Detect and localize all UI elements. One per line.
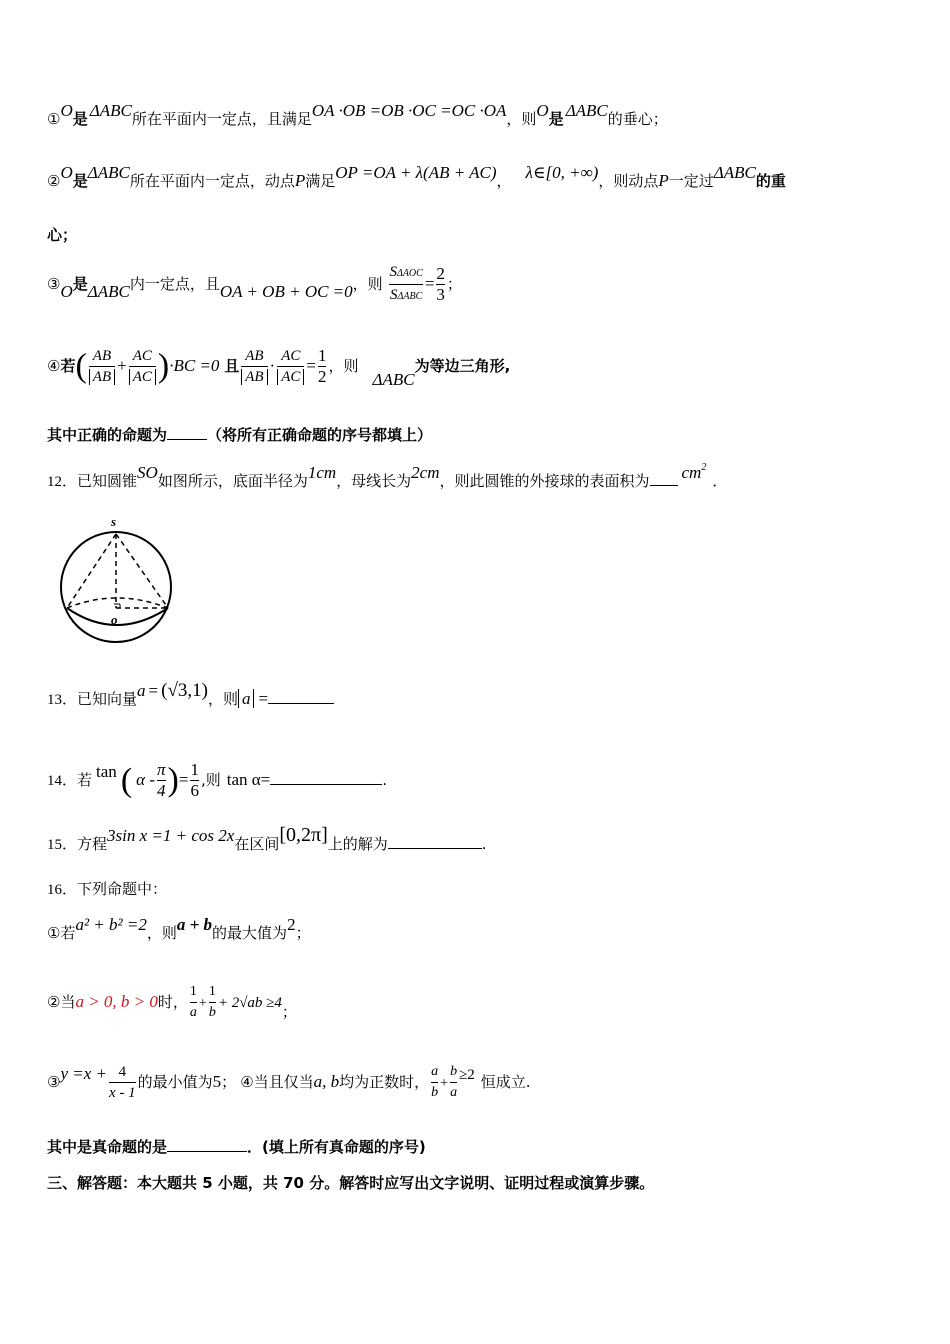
- text: ，则此圆锥的外接球的表面积为: [439, 472, 650, 490]
- paren: (: [120, 761, 133, 799]
- text: ，则: [506, 110, 537, 128]
- text: 时，: [157, 993, 188, 1011]
- text: 心；: [47, 226, 78, 244]
- math: a, b: [313, 1072, 340, 1091]
- text: 若: [77, 771, 93, 789]
- paren: ): [157, 347, 170, 385]
- math: 1: [317, 346, 327, 365]
- statement-4: [47, 346, 510, 387]
- unit-vector-ac: [277, 346, 304, 387]
- marker: ①若: [47, 924, 76, 942]
- question-16-item-3: [47, 1062, 531, 1103]
- math: ΔABC: [372, 370, 415, 389]
- answer-blank[interactable]: [650, 471, 678, 486]
- section-3-heading: [47, 1172, 654, 1194]
- math: 2: [701, 462, 707, 473]
- math: 2: [317, 367, 327, 386]
- math: 2: [287, 915, 296, 934]
- math: 5: [212, 1072, 222, 1091]
- math: + 2√ab ≥4: [217, 995, 282, 1011]
- text: .: [382, 771, 388, 789]
- text: ；: [221, 1073, 237, 1091]
- text: ，母线长为: [336, 472, 412, 490]
- math: =: [258, 689, 269, 708]
- text: ④当且仅当: [240, 1073, 314, 1091]
- math: a² + b² =2: [75, 915, 147, 934]
- math: AB: [89, 369, 115, 385]
- question-15: [47, 824, 487, 856]
- math: =: [178, 770, 189, 789]
- math: 3sin x =1 + cos 2x: [107, 826, 235, 845]
- unit-vector-ab: [89, 346, 115, 387]
- text: 为等边三角形,: [414, 357, 511, 375]
- math: =: [306, 356, 316, 375]
- answer-blank[interactable]: [167, 425, 207, 440]
- math: 3: [436, 285, 445, 304]
- marker: ②: [47, 172, 61, 190]
- text: 内一定点，且: [129, 275, 220, 293]
- question-12: [47, 462, 728, 495]
- math: =: [148, 681, 159, 700]
- statement-2: [47, 163, 786, 192]
- text: 的重: [755, 172, 786, 190]
- question-16-item-2: [47, 982, 297, 1023]
- math: 2: [436, 264, 445, 283]
- text: ．(填上所有真命题的序号): [247, 1138, 426, 1156]
- text: ，: [496, 172, 512, 190]
- math: 1cm: [307, 463, 337, 482]
- question-number: 13．: [47, 692, 78, 708]
- math: a: [190, 1002, 197, 1023]
- math: a: [431, 1064, 439, 1079]
- text: ，则: [207, 690, 238, 708]
- text: 已知向量: [77, 690, 138, 708]
- b-over-a: [450, 1062, 457, 1103]
- question-16: [47, 878, 167, 901]
- text: （将所有正确命题的序号都填上）: [207, 426, 433, 444]
- question-number: 16．: [47, 882, 78, 898]
- text: 若: [60, 357, 76, 375]
- text: ，则: [146, 924, 177, 942]
- math: cm: [681, 463, 702, 482]
- marker: ④: [47, 357, 61, 375]
- text: 如图所示，底面半径为: [157, 472, 308, 490]
- math: OP =OA + λ(AB + AC): [335, 163, 497, 182]
- math: 4: [157, 781, 166, 800]
- area-ratio-fraction: [389, 262, 422, 307]
- text: ,则: [200, 771, 221, 789]
- unit-vector-ac: [129, 346, 156, 387]
- one-over-b: [209, 982, 216, 1023]
- text: ，则: [328, 357, 359, 375]
- text: 所在平面内一定点，动点: [129, 172, 295, 190]
- statement-2-cont: [47, 224, 77, 246]
- math: SO: [137, 463, 158, 482]
- cone-sphere-figure: [58, 512, 178, 647]
- math: P: [294, 171, 306, 190]
- math: S: [390, 287, 398, 303]
- answer-blank[interactable]: [167, 1137, 247, 1152]
- text: 在区间: [234, 835, 280, 853]
- math: AC: [132, 348, 152, 364]
- text: 的最小值为: [137, 1073, 213, 1091]
- q11-footer: [47, 424, 432, 446]
- one-sixth: [190, 760, 199, 801]
- math: O: [60, 163, 73, 182]
- marker: ②当: [47, 993, 76, 1011]
- answer-blank[interactable]: [268, 689, 334, 704]
- question-13: [47, 680, 334, 711]
- math: ΔABC: [565, 101, 608, 120]
- math: a: [137, 681, 146, 700]
- text: 满足: [305, 172, 336, 190]
- text: ；: [295, 924, 311, 942]
- four-over-x-minus-1: [109, 1062, 136, 1103]
- one-over-a: [190, 982, 197, 1023]
- math: AB: [245, 348, 264, 364]
- math: 6: [190, 781, 199, 800]
- math: OA ·OB =OB ·OC =OC ·OA: [311, 101, 507, 120]
- math: S: [389, 264, 397, 280]
- math: AC: [281, 348, 301, 364]
- text: 已知圆锥: [77, 472, 138, 490]
- unit-vector-ab: [241, 346, 267, 387]
- math: b: [450, 1064, 458, 1079]
- math: [0,2π]: [279, 824, 328, 846]
- o-label: o: [111, 612, 118, 627]
- math: 1: [190, 760, 199, 779]
- text: 其中是真命题的是: [47, 1138, 168, 1156]
- math: 4: [118, 1064, 127, 1080]
- math: ΔABC: [87, 282, 130, 301]
- a-over-b: [431, 1062, 438, 1103]
- math: x - 1: [109, 1082, 136, 1103]
- text: 是: [72, 275, 88, 293]
- math: O: [60, 282, 73, 301]
- paren: (: [75, 347, 87, 385]
- math: (√3,1): [161, 680, 208, 701]
- math: 2cm: [411, 463, 440, 482]
- marker: ③: [47, 1073, 61, 1091]
- text: 下列命题中：: [77, 880, 168, 898]
- math: AB: [92, 348, 112, 364]
- math: +: [440, 1076, 449, 1091]
- math: +: [117, 356, 127, 375]
- math: ≥2: [459, 1067, 475, 1083]
- text: 且: [224, 357, 240, 375]
- text: 三、解答题：本大题共 5 小题，共 70 分。解答时应写出文字说明、证明过程或演算步骤。: [47, 1174, 655, 1192]
- question-number: 15．: [47, 837, 78, 853]
- math: ΔABC: [87, 163, 130, 182]
- math: AC: [129, 369, 156, 385]
- marker: ①: [47, 110, 61, 128]
- question-14: [47, 760, 387, 801]
- answer-blank[interactable]: [388, 834, 482, 849]
- text: 恒成立.: [480, 1073, 531, 1091]
- math: O: [60, 101, 73, 120]
- text: ，则动点: [598, 172, 659, 190]
- two-thirds: [436, 264, 445, 305]
- math: 1: [208, 984, 216, 999]
- math: b: [431, 1082, 438, 1103]
- math: =: [260, 770, 271, 789]
- math: AC: [277, 369, 304, 385]
- text: 的垂心；: [607, 110, 668, 128]
- math: AB: [241, 369, 267, 385]
- text: ．: [712, 472, 728, 490]
- text: ；: [446, 275, 462, 293]
- math: ·BC =0: [169, 356, 220, 375]
- text: 是: [72, 172, 88, 190]
- statement-1: [47, 101, 668, 130]
- math: OA + OB + OC =0: [219, 282, 353, 301]
- math: y =x +: [60, 1064, 107, 1083]
- math: ·: [269, 356, 276, 375]
- text: 的最大值为: [212, 924, 288, 942]
- marker: ③: [47, 275, 61, 293]
- text: ；: [281, 1003, 297, 1021]
- statement-3: [47, 262, 462, 307]
- question-number: 14．: [47, 773, 78, 789]
- math: 1: [189, 984, 197, 999]
- text: 其中正确的命题为: [47, 426, 168, 444]
- math: ΔABC: [713, 163, 756, 182]
- one-half: [318, 346, 327, 387]
- math: λ∈[0, +∞): [525, 163, 599, 182]
- math: α -: [136, 770, 155, 789]
- pi-over-4: [157, 760, 166, 801]
- math: a: [450, 1082, 457, 1103]
- text: 是: [548, 110, 564, 128]
- math: a > 0, b > 0: [75, 992, 158, 1011]
- question-16-item-1: [47, 915, 311, 944]
- math: O: [536, 101, 549, 120]
- paren: ): [167, 761, 179, 799]
- text: 一定过: [668, 172, 714, 190]
- text: 方程: [77, 835, 108, 853]
- text: ，则: [352, 275, 383, 293]
- math: a + b: [176, 915, 213, 934]
- math: tan: [96, 762, 117, 781]
- text: 上的解为: [327, 835, 388, 853]
- answer-blank[interactable]: [270, 770, 382, 785]
- text: 所在平面内一定点，且满足: [131, 110, 312, 128]
- math: π: [156, 760, 166, 779]
- math: +: [198, 996, 207, 1011]
- math: ΔABC: [397, 291, 423, 302]
- math: =: [424, 274, 435, 293]
- math: b: [209, 1002, 216, 1023]
- q16-footer: [47, 1136, 426, 1158]
- text: 均为正数时，: [339, 1073, 430, 1091]
- math: tan α: [226, 770, 261, 789]
- question-number: 12．: [47, 474, 78, 490]
- math: P: [658, 171, 669, 190]
- math: ΔABC: [89, 101, 132, 120]
- s-label: s: [111, 514, 117, 529]
- text: .: [481, 835, 487, 853]
- math: a: [238, 689, 255, 708]
- math: ΔAOC: [396, 268, 423, 279]
- text: 是: [72, 110, 88, 128]
